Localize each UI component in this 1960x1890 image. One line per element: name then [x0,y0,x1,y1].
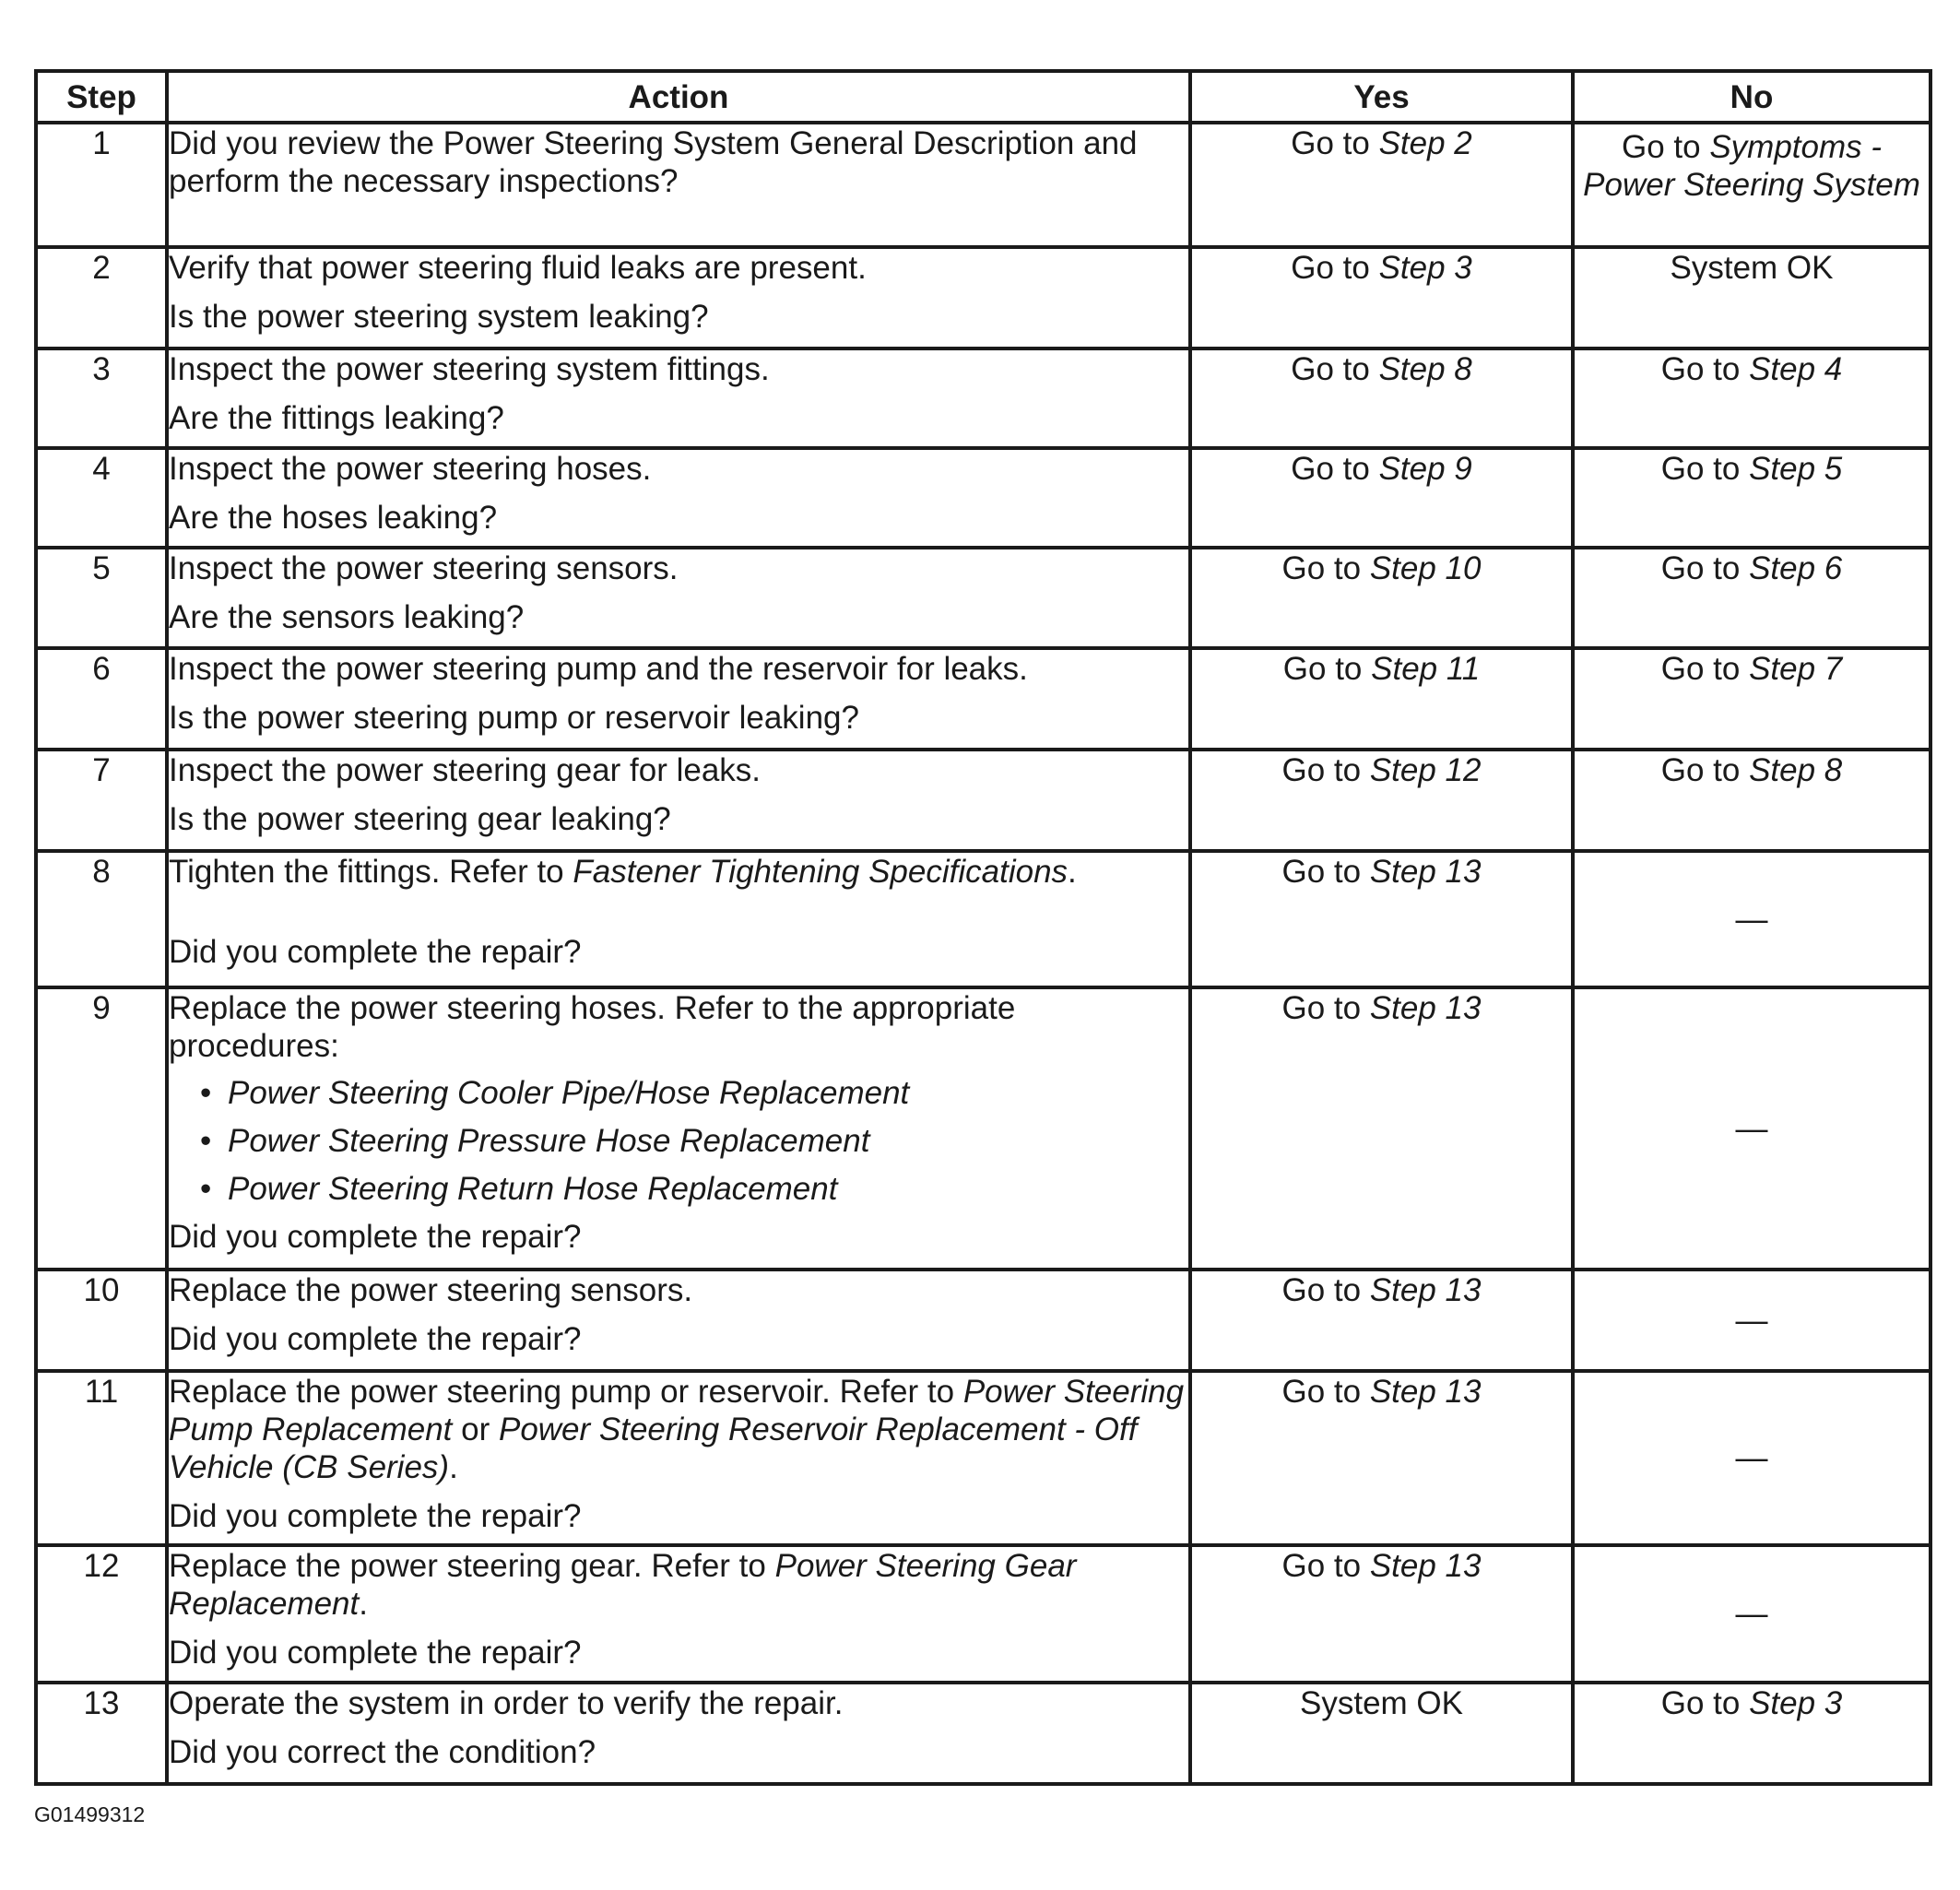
step-number: 1 [36,123,167,247]
action-text: Inspect the power steering gear for leaks. [169,752,762,788]
no-cell: — [1573,1371,1930,1545]
no-prefix: Go to [1660,451,1750,487]
step-number: 9 [36,987,167,1270]
action-question: Did you complete the repair? [169,934,582,970]
action-cell [167,1371,1190,1545]
action-cell [167,123,1190,247]
yes-prefix: Go to [1281,1374,1370,1410]
action-question: Did you complete the repair? [169,1498,582,1534]
table-row [36,987,1930,1270]
no-step-link[interactable]: Step 4 [1749,351,1843,387]
yes-cell: System OK [1190,1683,1573,1784]
action-cell [167,987,1190,1270]
action-question: Are the hoses leaking? [169,500,498,536]
header-step: Step [36,71,167,123]
yes-step-link[interactable]: Step 11 [1371,651,1481,687]
no-cell: — [1573,1545,1930,1683]
list-item [200,1074,1188,1112]
yes-step-link[interactable]: Step 2 [1378,125,1472,161]
step-number: 6 [36,648,167,750]
yes-step-link[interactable]: Step 3 [1378,250,1472,286]
action-prefix: Replace the power steering gear. Refer to [169,1548,775,1584]
yes-cell [1190,648,1573,750]
action-question: Did you complete the repair? [169,1219,582,1255]
yes-cell [1190,448,1573,548]
action-question: Did you complete the repair? [169,1321,582,1357]
yes-prefix: Go to [1291,250,1379,286]
header-action: Action [167,71,1190,123]
no-step-link[interactable]: Step 5 [1749,451,1843,487]
table-row [36,348,1930,448]
action-suffix: . [1068,854,1077,890]
action-question: Are the sensors leaking? [169,599,525,635]
step-number: 10 [36,1270,167,1371]
yes-step-link[interactable]: Step 13 [1369,1272,1482,1308]
procedure-link[interactable]: Power Steering Return Hose Replacement [228,1171,838,1207]
action-question: Are the fittings leaking? [169,400,504,436]
yes-cell [1190,750,1573,851]
step-number: 2 [36,247,167,348]
no-step-link[interactable]: Symptoms - Power Steering System [1583,129,1920,203]
action-text: Replace the power steering hoses. Refer to the appropriate procedures: [169,990,1016,1064]
table-row [36,648,1930,750]
yes-prefix: Go to [1281,550,1370,586]
table-row [36,448,1930,548]
action-suffix: . [359,1586,368,1622]
yes-cell [1190,123,1573,247]
yes-step-link[interactable]: Step 13 [1369,1548,1482,1584]
action-text: Inspect the power steering system fittings. [169,351,770,387]
procedure-list [200,1074,1188,1208]
no-cell [1573,348,1930,448]
yes-cell [1190,987,1573,1270]
action-question: Did you correct the condition? [169,1734,596,1770]
yes-prefix: Go to [1282,651,1372,687]
action-text: Inspect the power steering sensors. [169,550,679,586]
action-text: Replace the power steering sensors. [169,1272,693,1308]
action-cell [167,648,1190,750]
table-row [36,750,1930,851]
action-question: Did you complete the repair? [169,1635,582,1671]
yes-step-link[interactable]: Step 13 [1369,1374,1482,1410]
yes-cell [1190,1371,1573,1545]
yes-prefix: Go to [1291,125,1379,161]
action-prefix: Tighten the fittings. Refer to [169,854,573,890]
yes-prefix: Go to [1291,451,1379,487]
step-number: 3 [36,348,167,448]
action-cell [167,247,1190,348]
reference-link[interactable]: Power Steering Gear Replacement [169,1548,1077,1622]
no-cell [1573,123,1930,247]
yes-cell [1190,851,1573,987]
yes-prefix: Go to [1281,1548,1370,1584]
step-number: 11 [36,1371,167,1545]
yes-cell [1190,1545,1573,1683]
action-text: Did you review the Power Steering System General Description and perform the necessary inspections? [169,125,1138,199]
table-row [36,1683,1930,1784]
step-number: 4 [36,448,167,548]
no-cell [1573,1683,1930,1784]
action-prefix: Replace the power steering pump or reservoir. Refer to [169,1374,963,1410]
no-prefix: Go to [1660,752,1750,788]
no-prefix: Go to [1660,1685,1750,1721]
yes-prefix: Go to [1281,1272,1370,1308]
action-text: Inspect the power steering hoses. [169,451,652,487]
yes-step-link[interactable]: Step 12 [1369,752,1482,788]
action-question: Is the power steering system leaking? [169,299,709,335]
no-cell [1573,448,1930,548]
table-row [36,1545,1930,1683]
action-text [169,853,1188,891]
action-cell [167,1270,1190,1371]
no-prefix: Go to [1660,550,1750,586]
yes-step-link[interactable]: Step 13 [1369,854,1482,890]
action-text: Inspect the power steering pump and the reservoir for leaks. [169,651,1028,687]
step-number: 13 [36,1683,167,1784]
no-cell [1573,548,1930,648]
step-number: 8 [36,851,167,987]
yes-cell [1190,348,1573,448]
header-no: No [1573,71,1930,123]
no-cell: — [1573,987,1930,1270]
yes-prefix: Go to [1291,351,1379,387]
action-cell [167,750,1190,851]
no-cell [1573,648,1930,750]
reference-link[interactable]: Power Steering Pump Replacement [169,1374,1185,1447]
bullet-icon: • [200,1075,212,1111]
action-cell [167,851,1190,987]
action-text [169,1547,1188,1623]
yes-step-link[interactable]: Step 8 [1378,351,1472,387]
list-item [200,1170,1188,1208]
no-cell: System OK [1573,247,1930,348]
yes-prefix: Go to [1281,752,1370,788]
table-row [36,1371,1930,1545]
procedure-link[interactable]: Power Steering Pressure Hose Replacement [228,1123,870,1159]
yes-prefix: Go to [1281,990,1370,1026]
yes-cell [1190,1270,1573,1371]
figure-id: G01499312 [34,1802,146,1826]
no-cell: — [1573,851,1930,987]
no-cell [1573,750,1930,851]
reference-link-2[interactable]: Power Steering Reservoir Replacement - Off Vehicle (CB Series) [169,1412,1138,1485]
table-row [36,548,1930,648]
table-row [36,247,1930,348]
yes-prefix: Go to [1281,854,1370,890]
no-step-link[interactable]: Step 3 [1749,1685,1843,1721]
header-row [36,71,1930,123]
action-connector: or [452,1412,499,1447]
diagnostic-table [34,69,1932,1786]
action-cell [167,348,1190,448]
reference-link[interactable]: Fastener Tightening Specifications [573,854,1069,890]
action-text: Operate the system in order to verify the repair. [169,1685,844,1721]
action-cell [167,548,1190,648]
table-row [36,851,1930,987]
action-text [169,1373,1188,1486]
list-item [200,1122,1188,1160]
step-number: 12 [36,1545,167,1683]
table-row [36,123,1930,247]
no-prefix: Go to [1621,129,1710,165]
action-question: Is the power steering pump or reservoir leaking? [169,700,859,736]
action-text: Verify that power steering fluid leaks are present. [169,250,867,286]
bullet-icon: • [200,1123,212,1159]
action-question: Is the power steering gear leaking? [169,801,671,837]
yes-cell [1190,247,1573,348]
step-number: 5 [36,548,167,648]
action-cell [167,1545,1190,1683]
bullet-icon: • [200,1171,212,1207]
no-step-link[interactable]: Step 7 [1749,651,1843,687]
table-row [36,1270,1930,1371]
action-cell [167,448,1190,548]
step-number: 7 [36,750,167,851]
no-prefix: Go to [1660,351,1750,387]
no-step-link[interactable]: Step 8 [1749,752,1843,788]
header-yes: Yes [1190,71,1573,123]
yes-cell [1190,548,1573,648]
action-cell [167,1683,1190,1784]
no-prefix: Go to [1660,651,1750,687]
yes-step-link[interactable]: Step 9 [1378,451,1472,487]
yes-step-link[interactable]: Step 13 [1369,990,1482,1026]
action-suffix: . [449,1449,458,1485]
no-cell: — [1573,1270,1930,1371]
yes-step-link[interactable]: Step 10 [1369,550,1482,586]
no-step-link[interactable]: Step 6 [1749,550,1843,586]
procedure-link[interactable]: Power Steering Cooler Pipe/Hose Replacement [228,1075,910,1111]
